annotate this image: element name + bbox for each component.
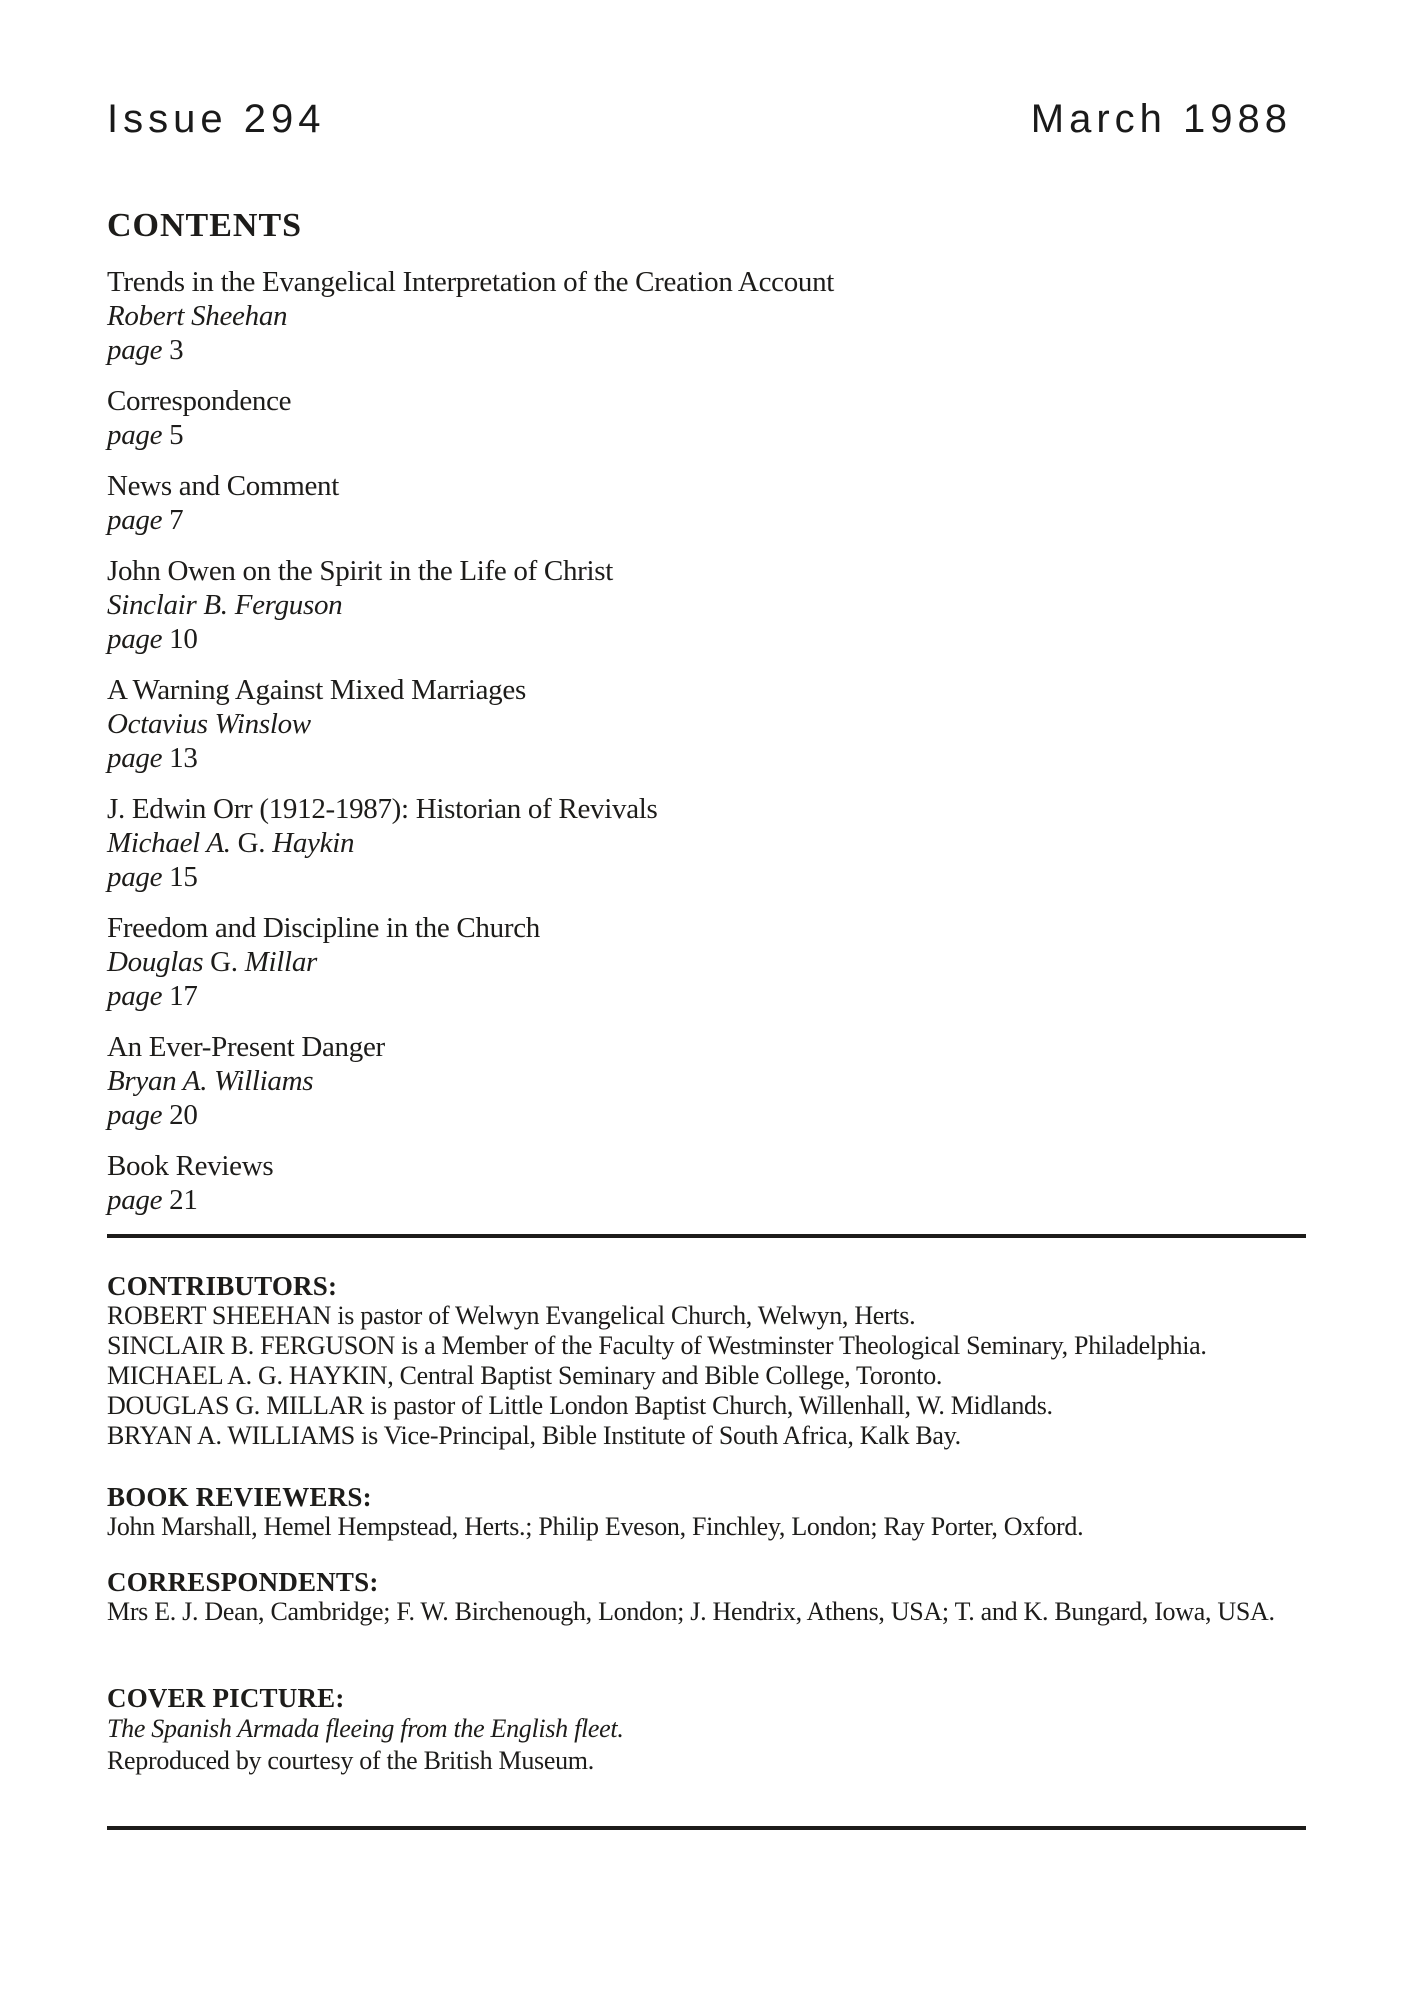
author-name-italic: Octavius Winslow — [107, 708, 311, 740]
book-reviewers-heading: BOOK REVIEWERS: — [107, 1482, 372, 1512]
toc-entry-title: Correspondence — [107, 385, 292, 417]
date-label: March 1988 — [1030, 97, 1292, 141]
toc-entry-page — [107, 622, 1306, 656]
page-word: page — [107, 742, 163, 774]
toc-entry — [107, 673, 1306, 775]
page-number: 15 — [169, 861, 198, 893]
toc-entry-page — [107, 418, 1306, 452]
page-header — [107, 97, 1306, 141]
toc-entry-page — [107, 741, 1306, 775]
toc-entry-author — [107, 1064, 1306, 1098]
cover-picture-heading: COVER PICTURE: — [107, 1683, 345, 1713]
toc-entry-page — [107, 503, 1306, 537]
toc-entry — [107, 384, 1306, 452]
toc-entry — [107, 911, 1306, 1013]
correspondents-line: Mrs E. J. Dean, Cambridge; F. W. Birchenough, London; J. Hendrix, Athens, USA; T. and K. Bungard, Iowa, USA. — [107, 1597, 1275, 1626]
page-word: page — [107, 623, 163, 655]
page-word: page — [107, 1099, 163, 1131]
page-word: page — [107, 980, 163, 1012]
page-word: page — [107, 1184, 163, 1216]
contributors-line: DOUGLAS G. MILLAR is pastor of Little London Baptist Church, Willenhall, W. Midlands. — [107, 1391, 1053, 1420]
toc-entry-author — [107, 588, 1306, 622]
page-number: 7 — [169, 504, 184, 536]
contributors-line: MICHAEL A. G. HAYKIN, Central Baptist Seminary and Bible College, Toronto. — [107, 1361, 943, 1390]
cover-caption-italic: The Spanish Armada fleeing from the English fleet. — [107, 1714, 624, 1743]
info-sections — [107, 1271, 1306, 1627]
author-name-italic: Bryan A. Williams — [107, 1065, 314, 1097]
toc-entry-author — [107, 826, 1306, 860]
book-reviewers-line: John Marshall, Hemel Hempstead, Herts.; Philip Eveson, Finchley, London; Ray Porter, Oxford. — [107, 1512, 1084, 1541]
page-word: page — [107, 861, 163, 893]
page-word: page — [107, 504, 163, 536]
page-number: 3 — [169, 334, 184, 366]
contributors-line: BRYAN A. WILLIAMS is Vice-Principal, Bible Institute of South Africa, Kalk Bay. — [107, 1421, 961, 1450]
contents-heading: CONTENTS — [107, 207, 303, 244]
toc-entry-title: News and Comment — [107, 470, 340, 502]
toc-entry — [107, 1030, 1306, 1132]
toc-entry-title: J. Edwin Orr (1912-1987): Historian of Revivals — [107, 793, 658, 825]
author-name-italic: Millar — [244, 946, 318, 978]
toc-entry-page — [107, 979, 1306, 1013]
divider-rule-top — [107, 1234, 1306, 1238]
author-name-italic: Douglas — [107, 946, 204, 978]
toc-entry-title: Freedom and Discipline in the Church — [107, 912, 540, 944]
toc-entry-page — [107, 1183, 1306, 1217]
cover-picture-section — [107, 1683, 1306, 1777]
author-name-italic: Michael A. — [107, 827, 231, 859]
toc-entry-page — [107, 860, 1306, 894]
section-book-reviewers — [107, 1482, 1306, 1542]
contents-list — [107, 265, 1306, 1217]
author-name-italic: Robert Sheehan — [107, 300, 288, 332]
correspondents-heading: CORRESPONDENTS: — [107, 1567, 379, 1597]
contributors-heading: CONTRIBUTORS: — [107, 1271, 338, 1301]
toc-entry-author — [107, 299, 1306, 333]
page-number: 13 — [169, 742, 198, 774]
toc-entry-page — [107, 1098, 1306, 1132]
toc-entry-title: A Warning Against Mixed Marriages — [107, 674, 526, 706]
toc-entry — [107, 554, 1306, 656]
toc-entry — [107, 265, 1306, 367]
contributors-line: ROBERT SHEEHAN is pastor of Welwyn Evangelical Church, Welwyn, Herts. — [107, 1301, 916, 1330]
page-word: page — [107, 419, 163, 451]
page-number: 21 — [169, 1184, 198, 1216]
author-initial-roman: G. — [230, 827, 273, 859]
toc-entry-page — [107, 333, 1306, 367]
author-name-italic: Sinclair B. Ferguson — [107, 589, 343, 621]
divider-rule-bottom — [107, 1826, 1306, 1830]
page-word: page — [107, 334, 163, 366]
toc-entry — [107, 792, 1306, 894]
toc-entry-author — [107, 945, 1306, 979]
toc-entry-title: Book Reviews — [107, 1150, 274, 1182]
toc-entry — [107, 1149, 1306, 1217]
toc-entry-title: An Ever-Present Danger — [107, 1031, 385, 1063]
toc-entry — [107, 469, 1306, 537]
issue-label: Issue 294 — [107, 97, 326, 141]
author-name-italic: Haykin — [272, 827, 355, 859]
author-initial-roman: G. — [203, 946, 245, 978]
contributors-line: SINCLAIR B. FERGUSON is a Member of the Faculty of Westminster Theological Seminary, Philadelphia. — [107, 1331, 1207, 1360]
toc-entry-title: John Owen on the Spirit in the Life of Christ — [107, 555, 614, 587]
page-number: 5 — [169, 419, 184, 451]
cover-caption-roman: Reproduced by courtesy of the British Museum. — [107, 1746, 594, 1775]
toc-entry-author — [107, 707, 1306, 741]
toc-entry-title: Trends in the Evangelical Interpretation of the Creation Account — [107, 266, 835, 298]
page-number: 20 — [169, 1099, 198, 1131]
section-correspondents — [107, 1567, 1306, 1627]
section-contributors — [107, 1271, 1306, 1451]
page-number: 10 — [169, 623, 198, 655]
page-number: 17 — [169, 980, 198, 1012]
